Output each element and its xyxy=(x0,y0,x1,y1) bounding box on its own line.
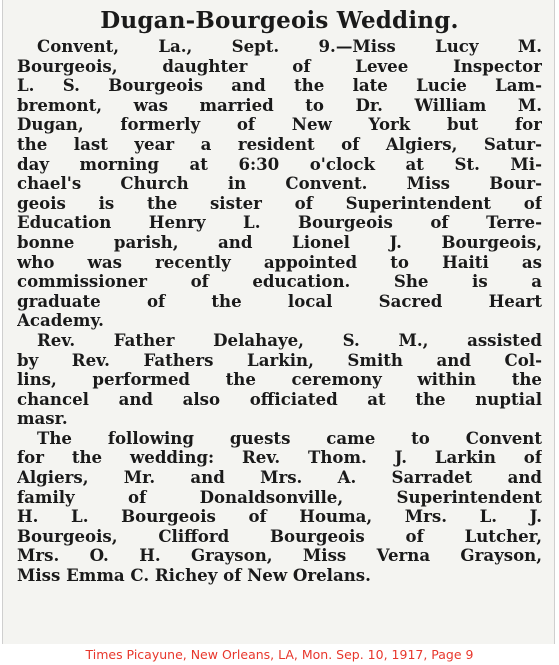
text-line: Dugan, formerly of New York but for xyxy=(17,115,542,135)
text-line: Convent, La., Sept. 9.—Miss Lucy M. xyxy=(37,37,542,56)
text-line: graduate of the local Sacred Heart xyxy=(17,291,542,311)
text-line: bremont, was married to Dr. William M. xyxy=(17,95,542,115)
text-line: geois is the sister of Superintendent of xyxy=(17,193,542,213)
text-line: who was recently appointed to Haiti as xyxy=(17,252,542,272)
newspaper-clipping xyxy=(2,0,555,644)
text-line: Academy. xyxy=(17,311,104,331)
text-line: Mrs. O. H. Grayson, Miss Verna Grayson, xyxy=(17,546,542,566)
article-paragraph-2 xyxy=(17,331,542,429)
text-line: for the wedding: Rev. Thom. J. Larkin of xyxy=(17,448,542,468)
text-line: chancel and also officiated at the nuptial xyxy=(17,389,542,409)
text-line: The following guests came to Convent xyxy=(37,428,542,448)
text-line: Bourgeois, Clifford Bourgeois of Lutcher, xyxy=(17,526,542,546)
text-line: commissioner of education. She is a xyxy=(17,272,542,292)
text-line: H. L. Bourgeois of Houma, Mrs. L. J. xyxy=(17,507,542,527)
text-line: family of Donaldsonville, Superintendent xyxy=(17,487,542,507)
text-line: lins, performed the ceremony within the xyxy=(17,370,542,390)
text-line: the last year a resident of Algiers, Satur- xyxy=(17,134,542,154)
text-line: chael's Church in Convent. Miss Bour- xyxy=(17,174,542,194)
source-citation: Times Picayune, New Orleans, LA, Mon. Sep. 10, 1917, Page 9 xyxy=(85,647,474,662)
text-line: Miss Emma C. Richey of New Orelans. xyxy=(17,566,371,586)
text-line: Algiers, Mr. and Mrs. A. Sarradet and xyxy=(17,468,542,488)
text-line: Rev. Father Delahaye, S. M., assisted xyxy=(37,330,542,350)
text-line: Education Henry L. Bourgeois of Terre- xyxy=(17,213,542,233)
text-line: masr. xyxy=(17,409,68,429)
article-paragraph-1 xyxy=(17,37,542,331)
text-line: by Rev. Fathers Larkin, Smith and Col- xyxy=(17,350,542,370)
text-line: L. S. Bourgeois and the late Lucie Lam- xyxy=(17,76,542,96)
text-line: day morning at 6:30 o'clock at St. Mi- xyxy=(17,154,542,174)
text-line: Bourgeois, daughter of Levee Inspector xyxy=(17,56,542,76)
article-headline: Dugan-Bourgeois Wedding. xyxy=(100,7,459,34)
article-paragraph-3 xyxy=(17,429,542,586)
text-line: bonne parish, and Lionel J. Bourgeois, xyxy=(17,232,542,252)
